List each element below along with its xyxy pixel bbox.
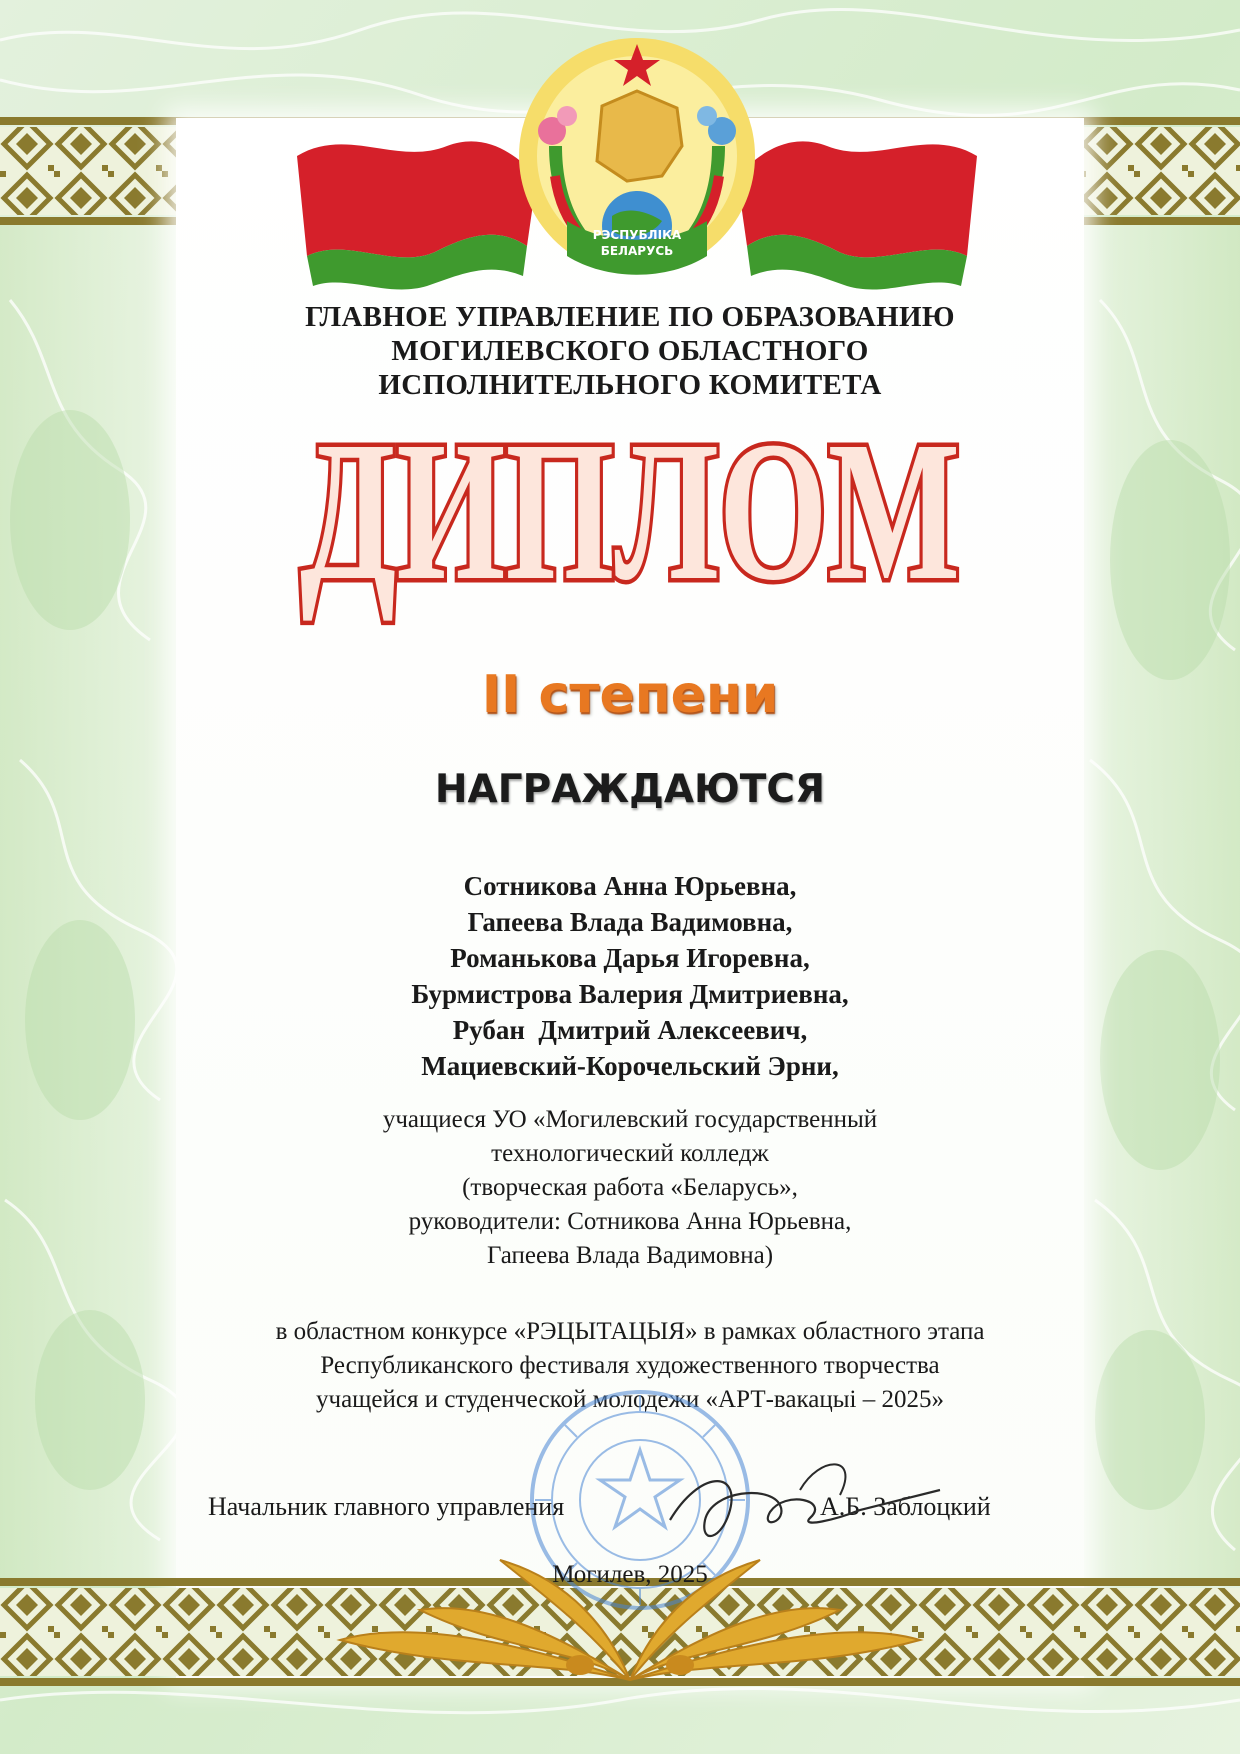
contest-line: в областном конкурсе «РЭЦЫТАЦЫЯ» в рамках областного этапа [275,1318,985,1345]
emblem-motto-line-1: РЭСПУБЛІКА [592,228,682,242]
description-line: технологический колледж [491,1140,769,1167]
description-line: (творческая работа «Беларусь», [462,1174,798,1201]
recipient-name: Сотникова Анна Юрьевна, [463,871,797,901]
issuer-line: МОГИЛЕВСКОГО ОБЛАСТНОГО [391,335,869,367]
recipient-name: Мациевский-Корочельский Эрни, [421,1051,839,1081]
issuer-block [176,300,1084,402]
recipient-name: Рубан Дмитрий Алексеевич, [452,1015,808,1045]
recipient-name: Бурмистрова Валерия Дмитриевна, [411,979,849,1009]
signatory-position: Начальник главного управления [208,1492,565,1521]
emblem-motto [567,223,707,263]
recipient-name: Романькова Дарья Игоревна, [450,943,810,973]
degree-label: II степени [481,665,779,725]
recipients-list [176,868,1084,1084]
description-line: Гапеева Влада Вадимовна) [486,1242,774,1269]
recipient-name: Гапеева Влада Вадимовна, [467,907,793,937]
issuer-line: ГЛАВНОЕ УПРАВЛЕНИЕ ПО ОБРАЗОВАНИЮ [305,301,955,333]
emblem-motto-line-2: БЕЛАРУСЬ [600,244,674,258]
contest-line: Республиканского фестиваля художественного творчества [320,1352,940,1379]
description-line: руководители: Сотникова Анна Юрьевна, [408,1208,852,1235]
issuer-line: ИСПОЛНИТЕЛЬНОГО КОМИТЕТА [378,369,882,401]
awarded-label: НАГРАЖДАЮТСЯ [434,767,826,812]
diploma-title-text: ДИПЛОМ [300,401,960,622]
signatory-name: А.Б. Заблоцкий [820,1492,991,1521]
description-block [176,1103,1084,1273]
description-line: учащиеся УО «Могилевский государственный [382,1106,878,1133]
place-date: Могилев, 2025 [552,1561,708,1588]
contest-line: учащейся и студенческой молодежи «АРТ-вакацыі – 2025» [316,1386,944,1413]
diploma-title [280,401,980,622]
